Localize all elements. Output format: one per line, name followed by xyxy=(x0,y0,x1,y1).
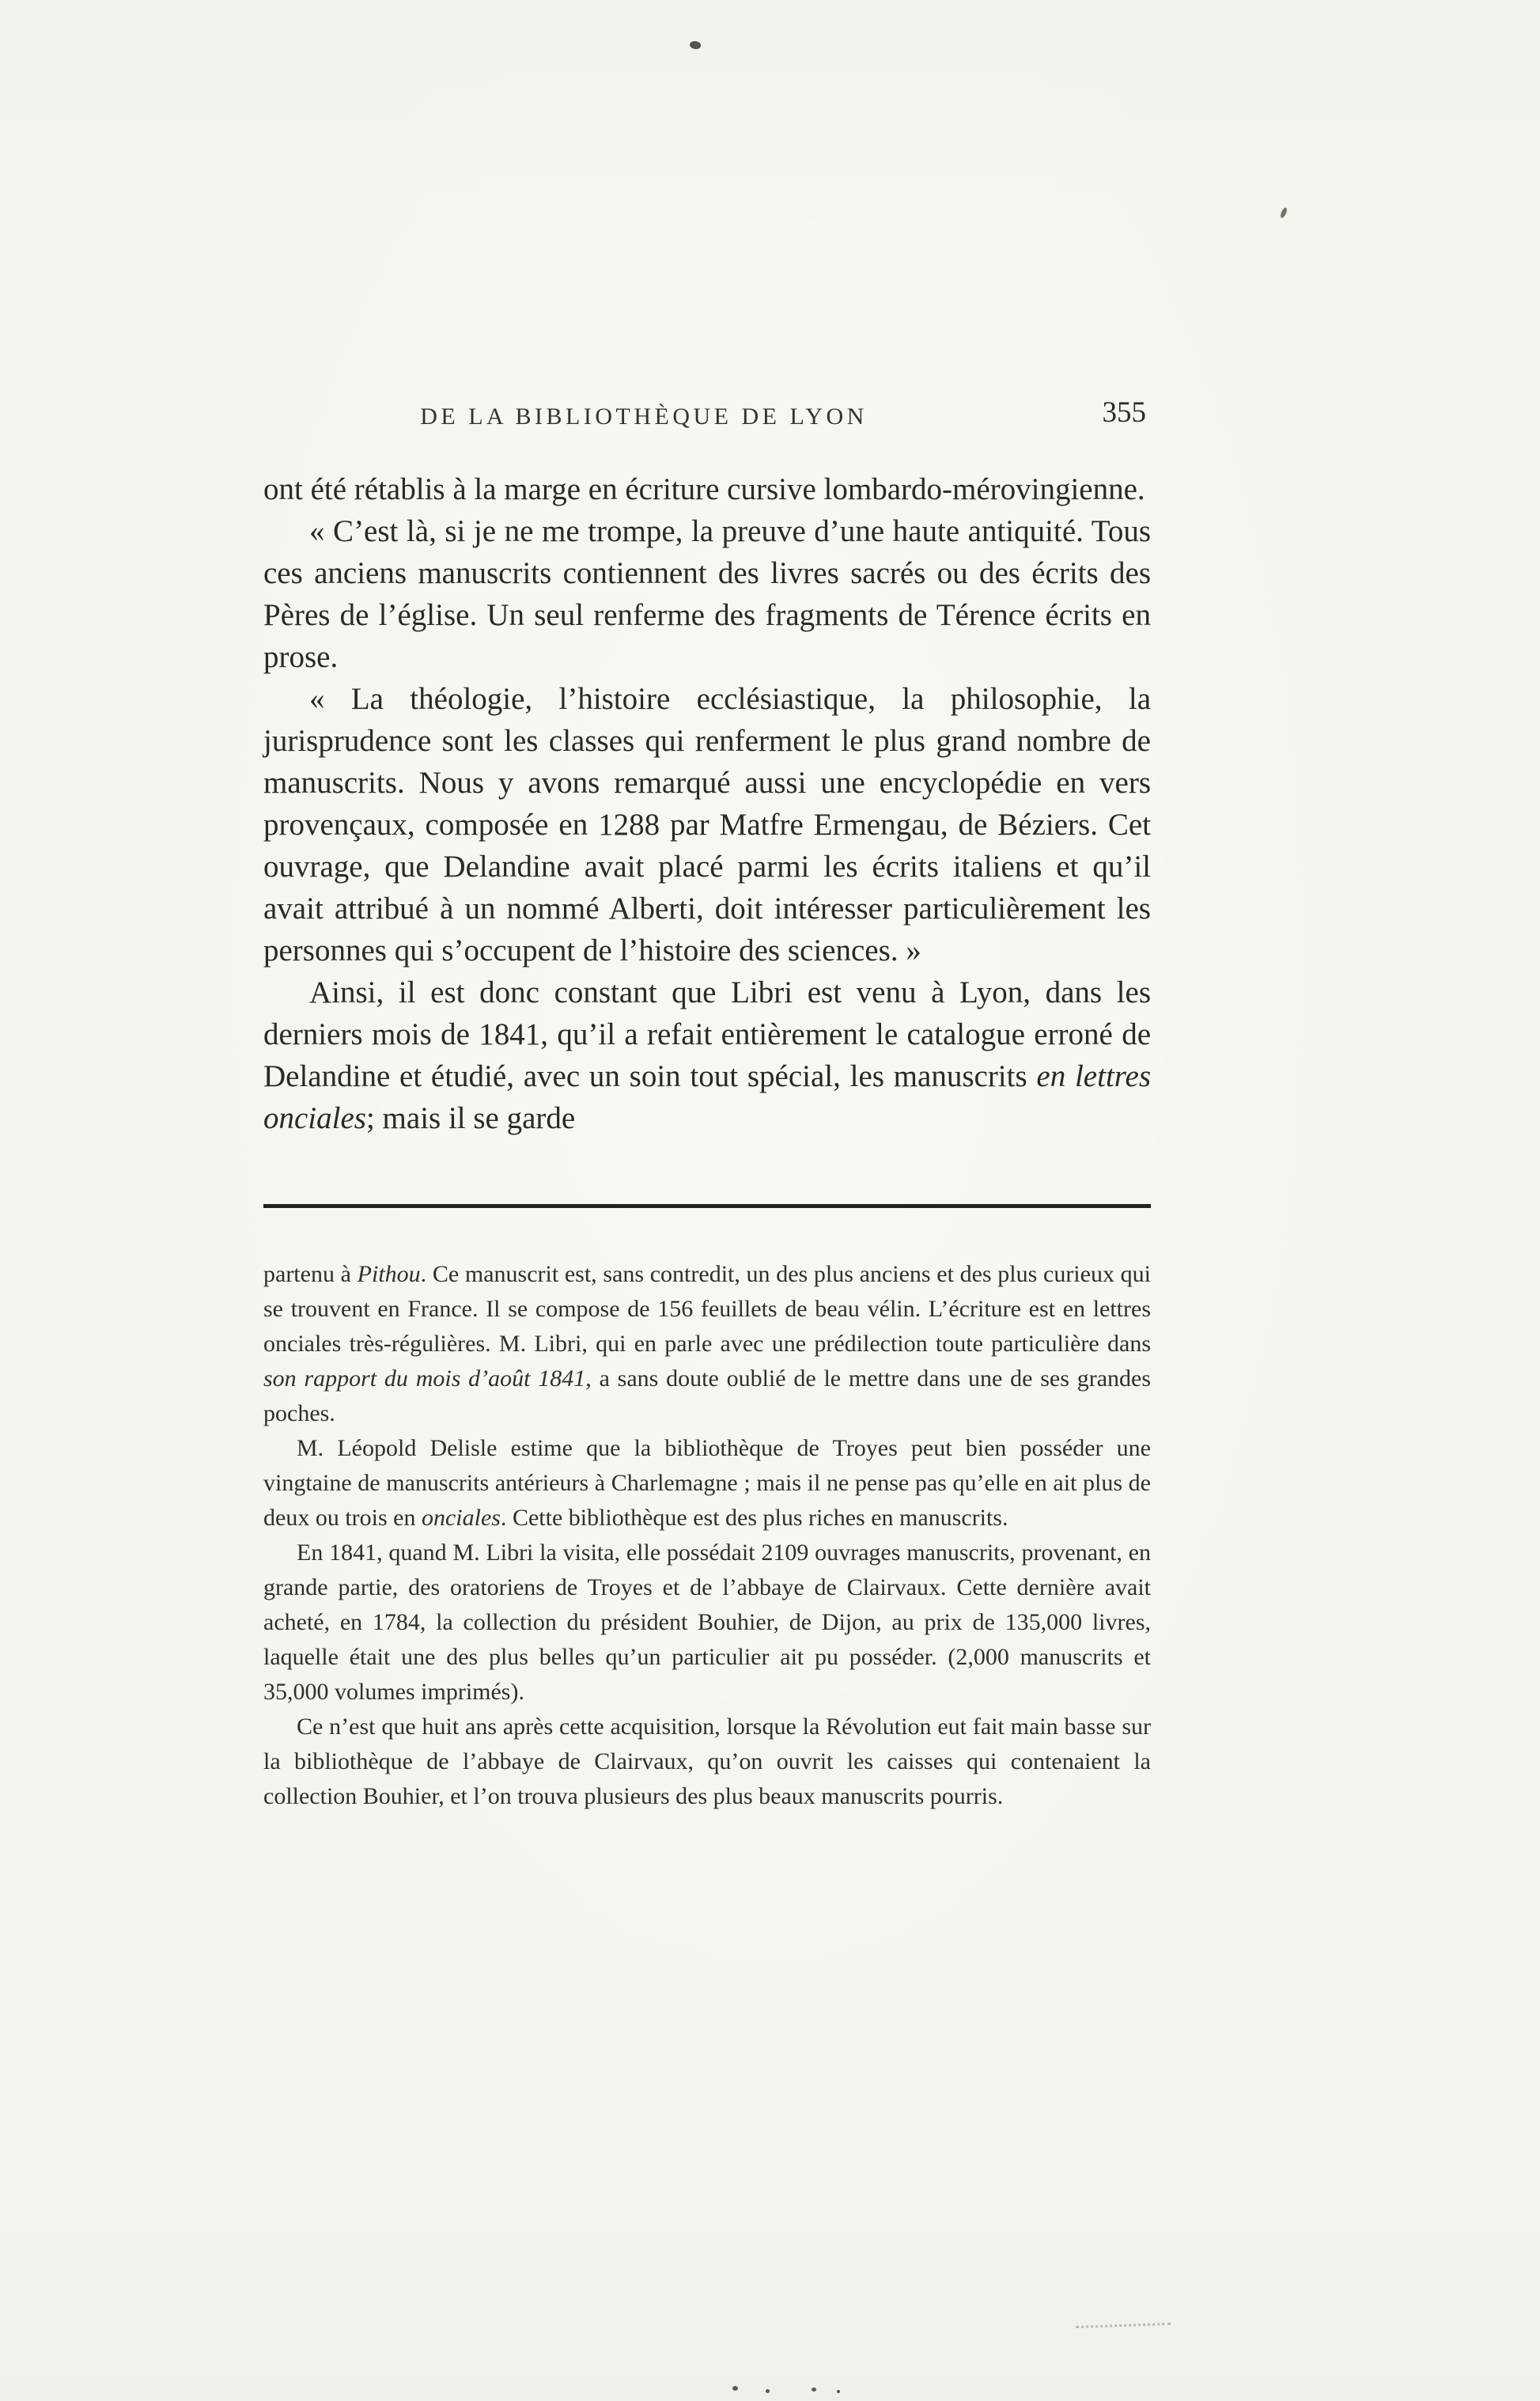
scan-speck xyxy=(812,2388,816,2392)
paragraph xyxy=(263,1710,1151,1814)
paragraph xyxy=(263,468,1151,510)
text-segment: « La théologie, l’histoire ecclésiastique, la philosophie, la jurisprudence sont les classes qui renferment le plus grand nombre de manuscrits. Nous y avons remarqué aussi une encyclopédie en vers provençaux, composée en 1288 par Matfre Ermengau, de Béziers. Cet ouvrage, que Delandine avait placé parmi les écrits italiens et qu’il avait attribué à un nommé Alberti, doit intéresser particulièrement les personnes qui s’occupent de l’histoire des sciences. » xyxy=(263,682,1151,968)
text-segment: . Ce manuscrit est, sans contredit, un des plus anciens et des plus curieux qui se trouvent en France. Il se compose de 156 feuillets de beau vélin. L’écriture est en lettres onciales très-régulières. M. Libri, qui en parle avec une prédilection toute particulière dans xyxy=(263,1261,1151,1357)
page-column xyxy=(263,396,1151,1814)
text-segment: partenu à xyxy=(263,1261,358,1287)
scan-speck xyxy=(732,2386,738,2391)
ink-mark xyxy=(1279,206,1288,218)
text-segment: Ainsi, il est donc constant que Libri est venu à Lyon, dans les derniers mois de 1841, qu’il a refait entièrement le catalogue erroné de Delandine et étudié, avec un soin tout spécial, les manuscrits xyxy=(263,975,1151,1093)
text-segment-italic: onciales xyxy=(421,1505,501,1531)
running-header xyxy=(263,396,1151,445)
main-text-block xyxy=(263,468,1151,1139)
text-segment: , a sans doute oublié de le mettre dans une de ses grandes poches. xyxy=(263,1365,1152,1426)
text-segment: Ce n’est que huit ans après cette acquisition, lorsque la Révolution eut fait main basse sur la bibliothèque de l’abbaye de Clairvaux, qu’on ouvrit les caisses qui contenaient la collection Bouhier, et l’on trouva plusieurs des plus beaux manuscrits pourris. xyxy=(263,1714,1151,1809)
text-segment: M. Léopold Delisle estime que la bibliothèque de Troyes peut bien posséder une vingtaine de manuscrits antérieurs à Charlemagne ; mais il ne pense pas qu’elle en ait plus de deux ou trois en xyxy=(263,1435,1151,1531)
scan-smudge xyxy=(1076,2315,1171,2328)
text-segment: En 1841, quand M. Libri la visita, elle possédait 2109 ouvrages manuscrits, provenant, en grande partie, des oratoriens de Troyes et de l’abbaye de Clairvaux. Cette dernière avait acheté, en 1784, la collection du président Bouhier, de Dijon, au prix de 135,000 livres, laquelle était une des plus belles qu’un particulier ait pu posséder. (2,000 manuscrits et 35,000 volumes imprimés). xyxy=(263,1539,1151,1705)
paragraph xyxy=(263,678,1151,971)
text-segment: « C’est là, si je ne me trompe, la preuve d’une haute antiquité. Tous ces anciens manuscrits contiennent des livres sacrés ou des écrits des Pères de l’église. Un seul renferme des fragments de Térence écrits en prose. xyxy=(263,514,1151,674)
ink-mark xyxy=(689,40,702,51)
text-segment-italic: en lettres onciales xyxy=(263,1059,1152,1135)
paragraph xyxy=(263,1431,1151,1536)
running-header-title: DE LA BIBLIOTHÈQUE DE LYON xyxy=(420,403,868,430)
scan-speck xyxy=(766,2389,770,2393)
scan-speck xyxy=(837,2390,840,2393)
paragraph xyxy=(263,510,1151,678)
footnotes-block xyxy=(263,1257,1151,1814)
footnote-separator-rule xyxy=(263,1204,1151,1208)
text-segment: ont été rétablis à la marge en écriture cursive lombardo-mérovingienne. xyxy=(263,472,1145,506)
text-segment-italic: Pithou xyxy=(357,1261,421,1287)
text-segment: . Cette bibliothèque est des plus riches en manuscrits. xyxy=(500,1505,1008,1531)
text-segment-italic: son rapport du mois d’août 1841 xyxy=(263,1365,586,1392)
paragraph xyxy=(263,971,1151,1139)
page-number: 355 xyxy=(1102,396,1146,429)
paragraph xyxy=(263,1257,1151,1431)
paragraph xyxy=(263,1536,1151,1710)
text-segment: ; mais il se garde xyxy=(365,1101,576,1135)
